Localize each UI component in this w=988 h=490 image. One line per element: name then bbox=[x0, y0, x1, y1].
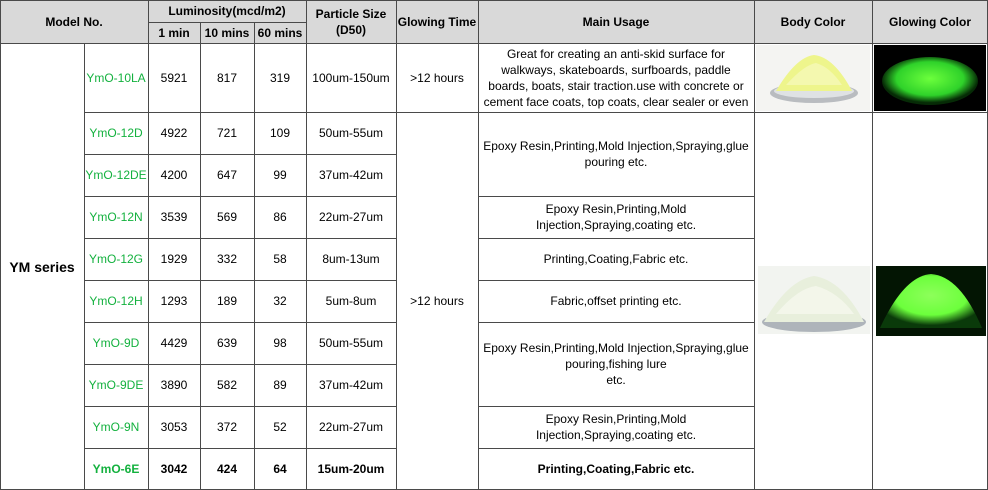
model-name: YmO-12D bbox=[89, 126, 143, 140]
header-luminosity bbox=[148, 0, 306, 22]
particle-size-value: 50um-55um bbox=[318, 126, 384, 140]
luminosity-1min-value: 3053 bbox=[160, 420, 188, 434]
header-model-no-label: Model No. bbox=[45, 14, 103, 29]
luminosity-60min-cell bbox=[254, 448, 306, 490]
particle-size-cell bbox=[306, 196, 396, 238]
luminosity-60min-value: 98 bbox=[273, 336, 287, 350]
header-particle-size-label: Particle Size bbox=[315, 6, 387, 21]
luminosity-10min-cell bbox=[200, 322, 254, 364]
model-cell bbox=[84, 43, 148, 112]
model-name: YmO-6E bbox=[92, 462, 140, 476]
luminosity-60min-value: 109 bbox=[269, 126, 291, 140]
grid-line bbox=[478, 112, 754, 113]
header-particle-size bbox=[306, 0, 396, 43]
glowing-color-powder-image bbox=[876, 266, 986, 336]
header-main-usage bbox=[478, 0, 754, 43]
grid-line bbox=[396, 112, 478, 113]
particle-size-value: 50um-55um bbox=[318, 336, 384, 350]
usage-cell bbox=[478, 322, 754, 406]
usage-cell bbox=[478, 448, 754, 490]
model-cell bbox=[84, 238, 148, 280]
header-10min-label: 10 mins bbox=[204, 25, 250, 40]
grid-line bbox=[478, 196, 754, 197]
header-glowing-color bbox=[872, 0, 988, 43]
luminosity-1min-cell bbox=[148, 448, 200, 490]
grid-line bbox=[872, 0, 873, 490]
particle-size-value: 37um-42um bbox=[318, 168, 384, 182]
luminosity-1min-cell bbox=[148, 280, 200, 322]
luminosity-10min-cell bbox=[200, 112, 254, 154]
luminosity-1min-cell bbox=[148, 406, 200, 448]
luminosity-60min-value: 86 bbox=[273, 210, 287, 224]
header-body-color bbox=[754, 0, 872, 43]
model-name: YmO-12H bbox=[89, 294, 143, 308]
grid-line bbox=[84, 322, 396, 323]
grid-line bbox=[84, 43, 85, 490]
luminosity-60min-cell bbox=[254, 154, 306, 196]
usage-text: Epoxy Resin,Printing,Mold Injection,Spraying,coating etc. bbox=[535, 202, 697, 232]
model-name: YmO-12DE bbox=[85, 168, 147, 182]
model-name: YmO-12G bbox=[88, 252, 143, 266]
luminosity-10min-cell bbox=[200, 448, 254, 490]
model-cell bbox=[84, 196, 148, 238]
luminosity-1min-cell bbox=[148, 364, 200, 406]
luminosity-1min-value: 4200 bbox=[160, 168, 188, 182]
luminosity-1min-value: 4429 bbox=[160, 336, 188, 350]
luminosity-1min-cell bbox=[148, 154, 200, 196]
header-1min bbox=[148, 22, 200, 43]
luminosity-1min-cell bbox=[148, 322, 200, 364]
luminosity-60min-value: 58 bbox=[273, 252, 287, 266]
luminosity-10min-value: 817 bbox=[216, 70, 238, 85]
luminosity-1min-cell bbox=[148, 112, 200, 154]
header-main-usage-label: Main Usage bbox=[582, 14, 650, 29]
particle-size-cell bbox=[306, 322, 396, 364]
header-particle-size-sub: (D50) bbox=[335, 22, 366, 37]
glowing-time-cell bbox=[396, 43, 478, 112]
usage-cell bbox=[478, 112, 754, 196]
model-cell bbox=[84, 364, 148, 406]
body-color-powder-image bbox=[756, 45, 870, 111]
header-glowing-color-label: Glowing Color bbox=[889, 14, 971, 29]
grid-line bbox=[84, 196, 396, 197]
grid-line bbox=[148, 22, 306, 23]
grid-line bbox=[84, 112, 396, 113]
grid-line bbox=[84, 448, 396, 449]
model-name: YmO-12N bbox=[89, 210, 143, 224]
model-cell bbox=[84, 448, 148, 490]
grid-line bbox=[148, 0, 149, 490]
luminosity-1min-value: 3042 bbox=[160, 462, 188, 476]
header-model-no bbox=[0, 0, 148, 43]
model-name: YmO-10LA bbox=[86, 70, 146, 85]
glowing-color-powder-image bbox=[874, 45, 986, 111]
grid-line bbox=[478, 322, 754, 323]
usage-cell bbox=[478, 238, 754, 280]
model-cell bbox=[84, 280, 148, 322]
header-10min bbox=[200, 22, 254, 43]
particle-size-cell bbox=[306, 364, 396, 406]
glowing-time-value: >12 hours bbox=[410, 294, 464, 308]
particle-size-value: 37um-42um bbox=[318, 378, 384, 392]
luminosity-1min-cell bbox=[148, 43, 200, 112]
luminosity-60min-cell bbox=[254, 406, 306, 448]
grid-line bbox=[200, 22, 201, 490]
luminosity-10min-value: 639 bbox=[216, 336, 238, 350]
glowing-time-cell bbox=[396, 112, 478, 490]
header-60min bbox=[254, 22, 306, 43]
luminosity-10min-cell bbox=[200, 43, 254, 112]
particle-size-value: 15um-20um bbox=[317, 462, 385, 476]
luminosity-60min-value: 319 bbox=[269, 70, 291, 85]
usage-text: Epoxy Resin,Printing,Mold Injection,Spraying,glue pouring etc. bbox=[483, 139, 749, 169]
luminosity-10min-value: 721 bbox=[216, 126, 238, 140]
luminosity-60min-cell bbox=[254, 280, 306, 322]
luminosity-60min-value: 89 bbox=[273, 378, 287, 392]
grid-line bbox=[478, 238, 754, 239]
grid-line bbox=[84, 154, 396, 155]
grid-line bbox=[84, 280, 396, 281]
luminosity-60min-value: 32 bbox=[273, 294, 287, 308]
luminosity-1min-cell bbox=[148, 238, 200, 280]
grid-line bbox=[306, 0, 307, 490]
usage-cell bbox=[478, 406, 754, 448]
model-cell bbox=[84, 154, 148, 196]
luminosity-10min-cell bbox=[200, 238, 254, 280]
usage-text: Printing,Coating,Fabric etc. bbox=[537, 462, 695, 476]
luminosity-1min-value: 3890 bbox=[160, 378, 188, 392]
particle-size-cell bbox=[306, 154, 396, 196]
model-cell bbox=[84, 406, 148, 448]
glowing-time-value: >12 hours bbox=[410, 70, 464, 85]
luminosity-10min-cell bbox=[200, 280, 254, 322]
usage-text: Fabric,offset printing etc. bbox=[550, 294, 682, 308]
particle-size-cell bbox=[306, 406, 396, 448]
luminosity-10min-value: 647 bbox=[216, 168, 238, 182]
particle-size-value: 8um-13um bbox=[322, 252, 380, 266]
usage-cell bbox=[478, 43, 754, 112]
usage-text: Epoxy Resin,Printing,Mold Injection,Spraying,glue pouring,fishing lure etc. bbox=[483, 341, 749, 387]
luminosity-10min-value: 569 bbox=[216, 210, 238, 224]
particle-size-value: 100um-150um bbox=[312, 70, 390, 85]
luminosity-10min-cell bbox=[200, 364, 254, 406]
header-luminosity-label: Luminosity(mcd/m2) bbox=[168, 4, 286, 18]
grid-line bbox=[478, 0, 479, 490]
grid-line bbox=[396, 0, 397, 490]
model-cell bbox=[84, 112, 148, 154]
luminosity-1min-cell bbox=[148, 196, 200, 238]
header-body-color-label: Body Color bbox=[780, 14, 846, 29]
grid-line bbox=[84, 238, 396, 239]
luminosity-60min-cell bbox=[254, 112, 306, 154]
luminosity-1min-value: 1929 bbox=[160, 252, 188, 266]
grid-line bbox=[0, 0, 1, 490]
usage-text: Great for creating an anti-skid surface for walkways, skateboards, surfboards, paddle boards, boats, stair traction.use with concrete or cement face coats, top coats, clear sealer or even bbox=[483, 46, 749, 109]
luminosity-60min-cell bbox=[254, 196, 306, 238]
luminosity-10min-cell bbox=[200, 406, 254, 448]
series-label bbox=[0, 43, 84, 490]
luminosity-1min-value: 5921 bbox=[160, 70, 188, 85]
luminosity-60min-cell bbox=[254, 364, 306, 406]
usage-cell bbox=[478, 280, 754, 322]
usage-cell bbox=[478, 196, 754, 238]
usage-text: Printing,Coating,Fabric etc. bbox=[543, 252, 689, 266]
grid-line bbox=[84, 364, 396, 365]
particle-size-cell bbox=[306, 238, 396, 280]
luminosity-60min-value: 52 bbox=[273, 420, 287, 434]
header-60min-label: 60 mins bbox=[257, 25, 303, 40]
grid-line bbox=[478, 448, 754, 449]
luminosity-60min-cell bbox=[254, 43, 306, 112]
grid-line bbox=[754, 0, 755, 490]
luminosity-10min-cell bbox=[200, 154, 254, 196]
header-1min-label: 1 min bbox=[158, 25, 190, 40]
particle-size-cell bbox=[306, 43, 396, 112]
particle-size-value: 5um-8um bbox=[325, 294, 377, 308]
particle-size-cell bbox=[306, 280, 396, 322]
body-color-powder-image bbox=[758, 266, 870, 334]
usage-text: Epoxy Resin,Printing,Mold Injection,Spraying,coating etc. bbox=[535, 412, 697, 442]
luminosity-60min-value: 99 bbox=[273, 168, 287, 182]
model-name: YmO-9D bbox=[92, 336, 140, 350]
particle-size-cell bbox=[306, 112, 396, 154]
grid-line bbox=[478, 280, 754, 281]
luminosity-10min-value: 424 bbox=[216, 462, 238, 476]
particle-size-value: 22um-27um bbox=[318, 210, 384, 224]
grid-line bbox=[754, 112, 988, 113]
grid-line bbox=[478, 406, 754, 407]
grid-line bbox=[84, 406, 396, 407]
luminosity-60min-cell bbox=[254, 322, 306, 364]
model-name: YmO-9N bbox=[92, 420, 140, 434]
particle-size-value: 22um-27um bbox=[318, 420, 384, 434]
luminosity-10min-value: 332 bbox=[216, 252, 238, 266]
header-glowing-time bbox=[396, 0, 478, 43]
series-label-text: YM series bbox=[9, 258, 75, 275]
luminosity-1min-value: 1293 bbox=[160, 294, 188, 308]
model-name: YmO-9DE bbox=[88, 378, 144, 392]
luminosity-60min-value: 64 bbox=[273, 462, 287, 476]
header-glowing-time-label: Glowing Time bbox=[397, 14, 477, 29]
grid-line bbox=[254, 22, 255, 490]
model-cell bbox=[84, 322, 148, 364]
particle-size-cell bbox=[306, 448, 396, 490]
luminosity-10min-value: 189 bbox=[216, 294, 238, 308]
luminosity-1min-value: 3539 bbox=[160, 210, 188, 224]
luminosity-10min-value: 582 bbox=[216, 378, 238, 392]
luminosity-60min-cell bbox=[254, 238, 306, 280]
luminosity-10min-value: 372 bbox=[216, 420, 238, 434]
luminosity-10min-cell bbox=[200, 196, 254, 238]
luminosity-1min-value: 4922 bbox=[160, 126, 188, 140]
